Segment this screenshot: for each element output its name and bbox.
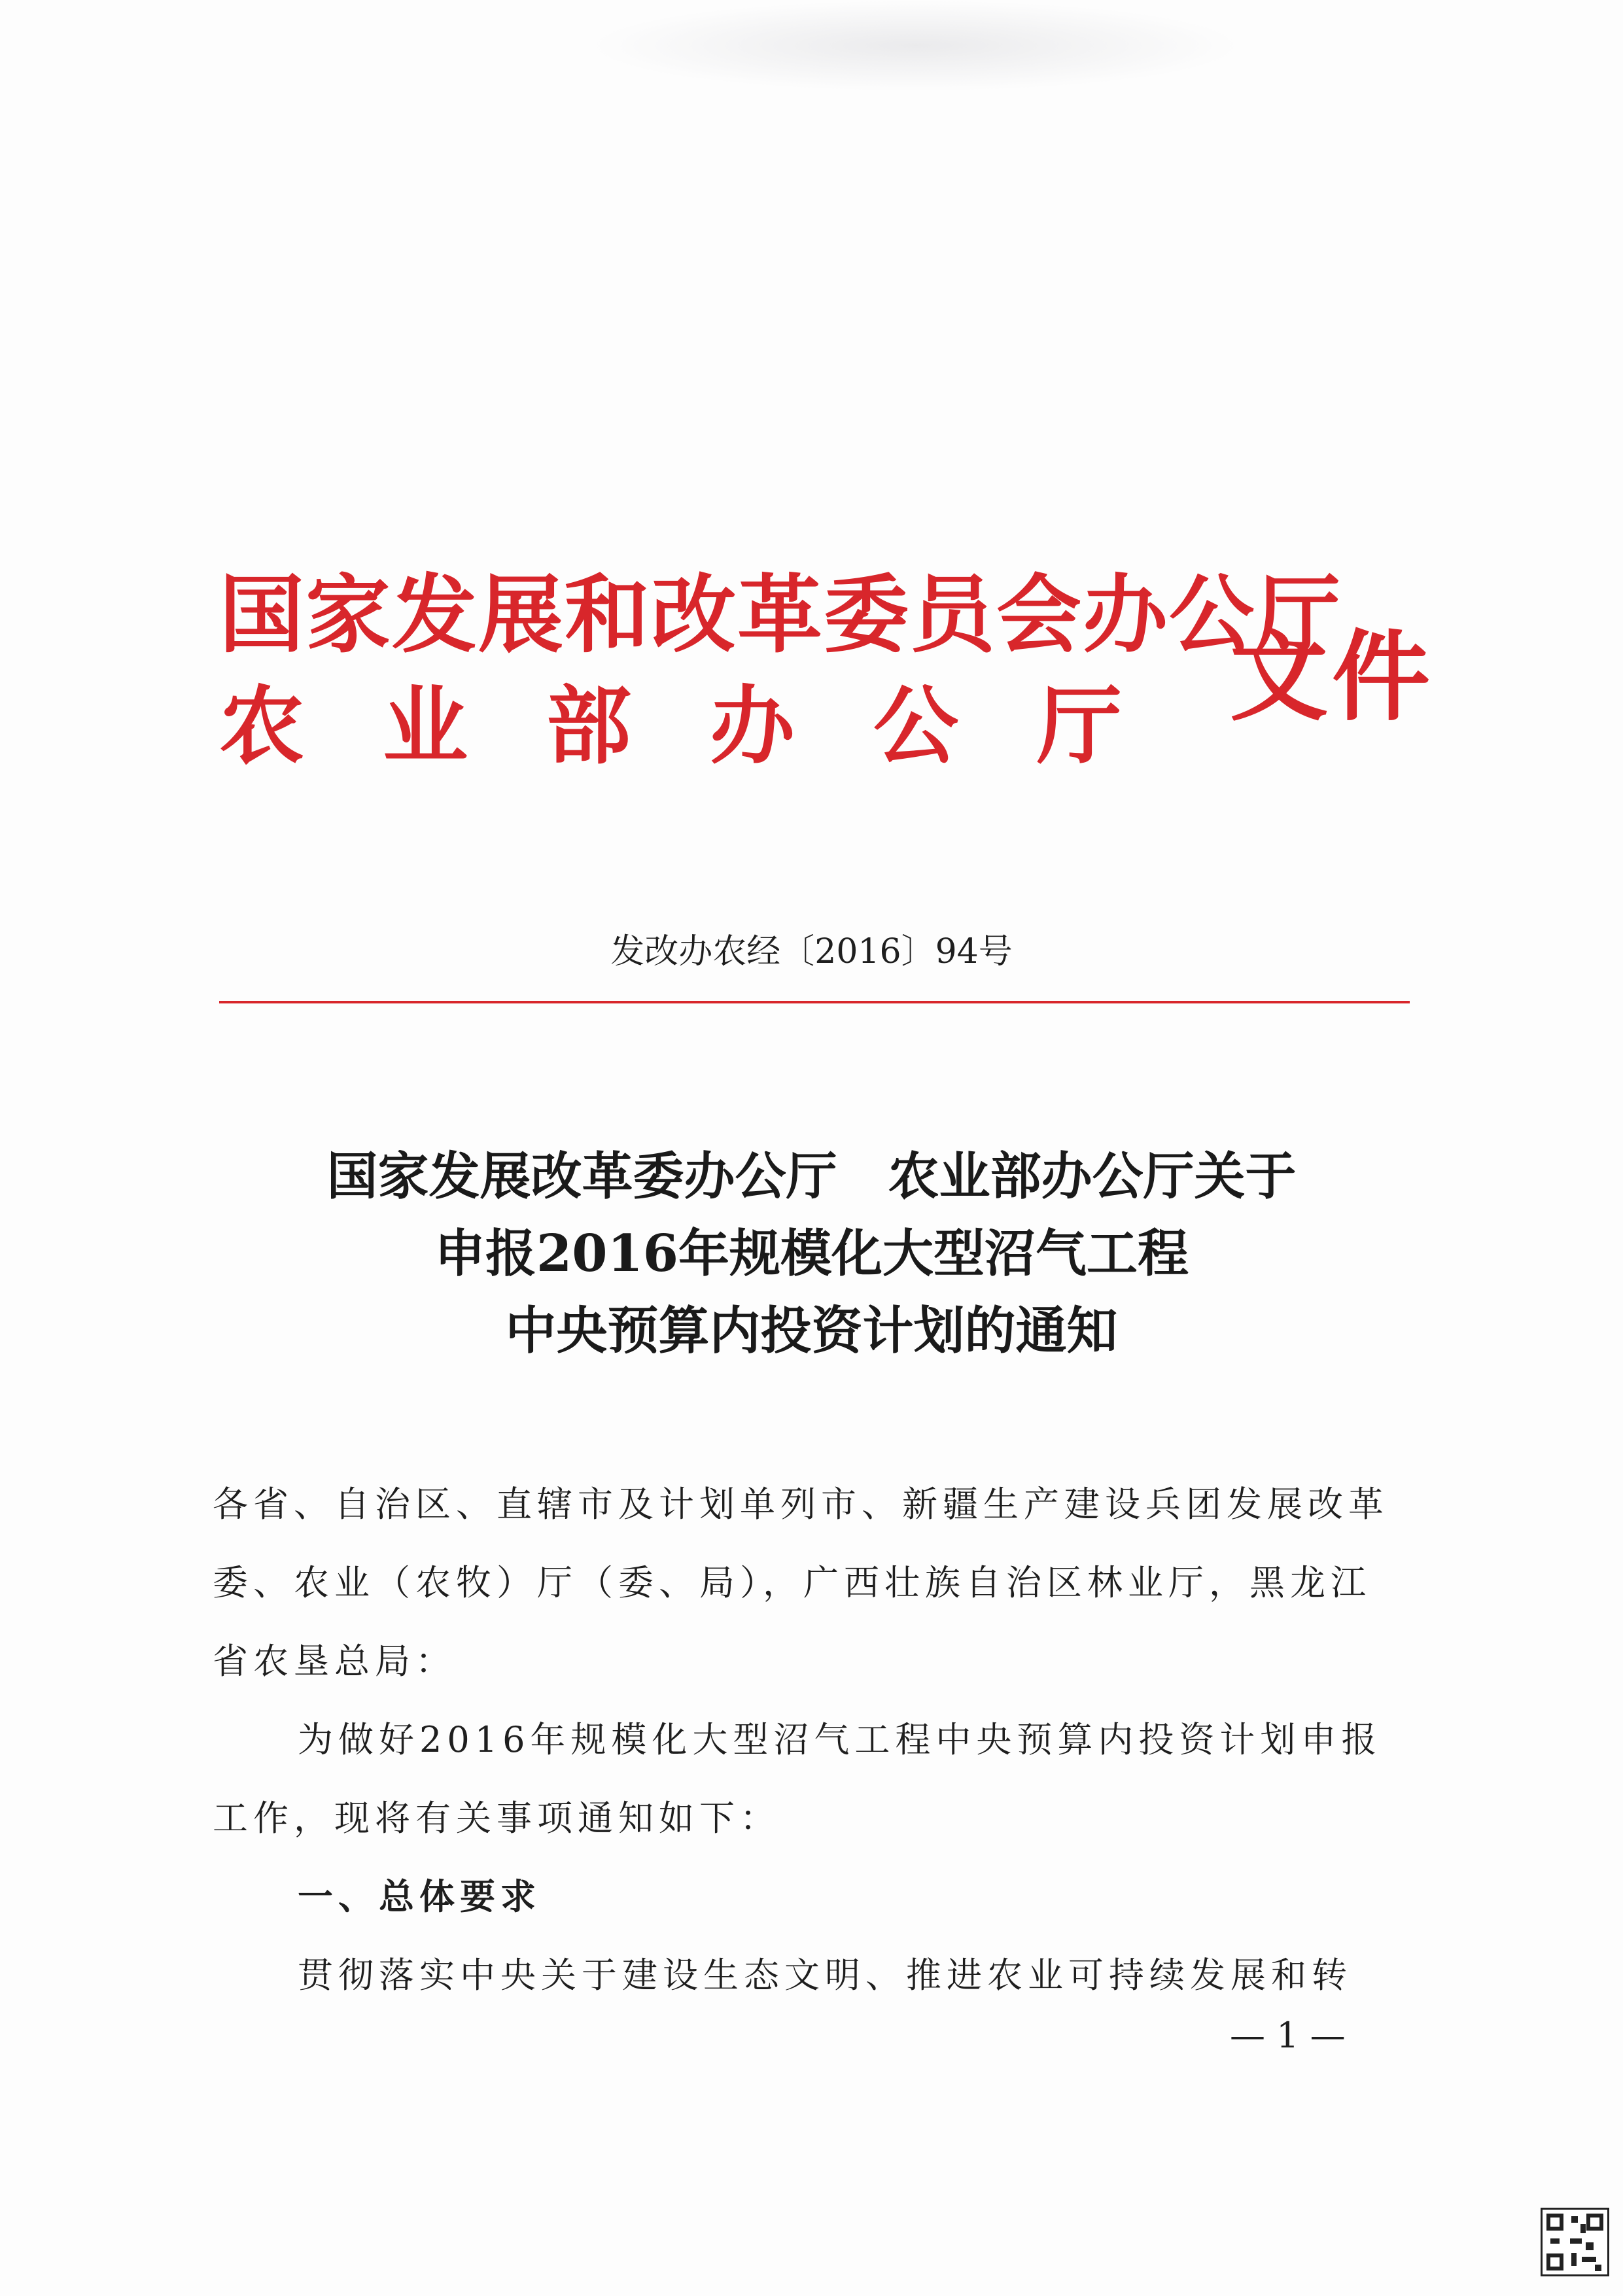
title-line-1: 国家发展改革委办公厅 农业部办公厅关于 — [326, 1147, 1297, 1206]
page-number: — 1 — — [1230, 2015, 1346, 2056]
section-1-paragraph: 贯彻落实中央关于建设生态文明、推进农业可持续发展和转 — [298, 1955, 1352, 1996]
qr-code-icon — [1541, 2208, 1609, 2276]
issuer-line-1: 国家发展和改革委员会办公厅 — [219, 565, 1342, 665]
scan-shadow — [589, 0, 1243, 92]
red-divider-line — [219, 1001, 1410, 1003]
addressees-paragraph: 各省、自治区、直辖市及计划单列市、新疆生产建设兵团发展改革委、农业（农牧）厅（委、局），广西壮族自治区林业厅，黑龙江省农垦总局： — [213, 1484, 1389, 1682]
document-title — [0, 1138, 1623, 1370]
title-line-2: 申报2016年规模化大型沼气工程 — [434, 1224, 1189, 1283]
section-heading-1: 一、总体要求 — [298, 1876, 541, 1917]
issuer-line-2: 农业部办公厅 — [219, 676, 1201, 776]
document-body — [213, 1465, 1410, 2015]
title-line-3: 中央预算内投资计划的通知 — [505, 1301, 1118, 1361]
intro-paragraph: 为做好2016年规模化大型沼气工程中央预算内投资计划申报工作，现将有关事项通知如下： — [213, 1719, 1382, 1839]
document-type-label: 文件 — [1230, 619, 1435, 735]
document-number: 发改办农经〔2016〕94号 — [610, 932, 1013, 971]
